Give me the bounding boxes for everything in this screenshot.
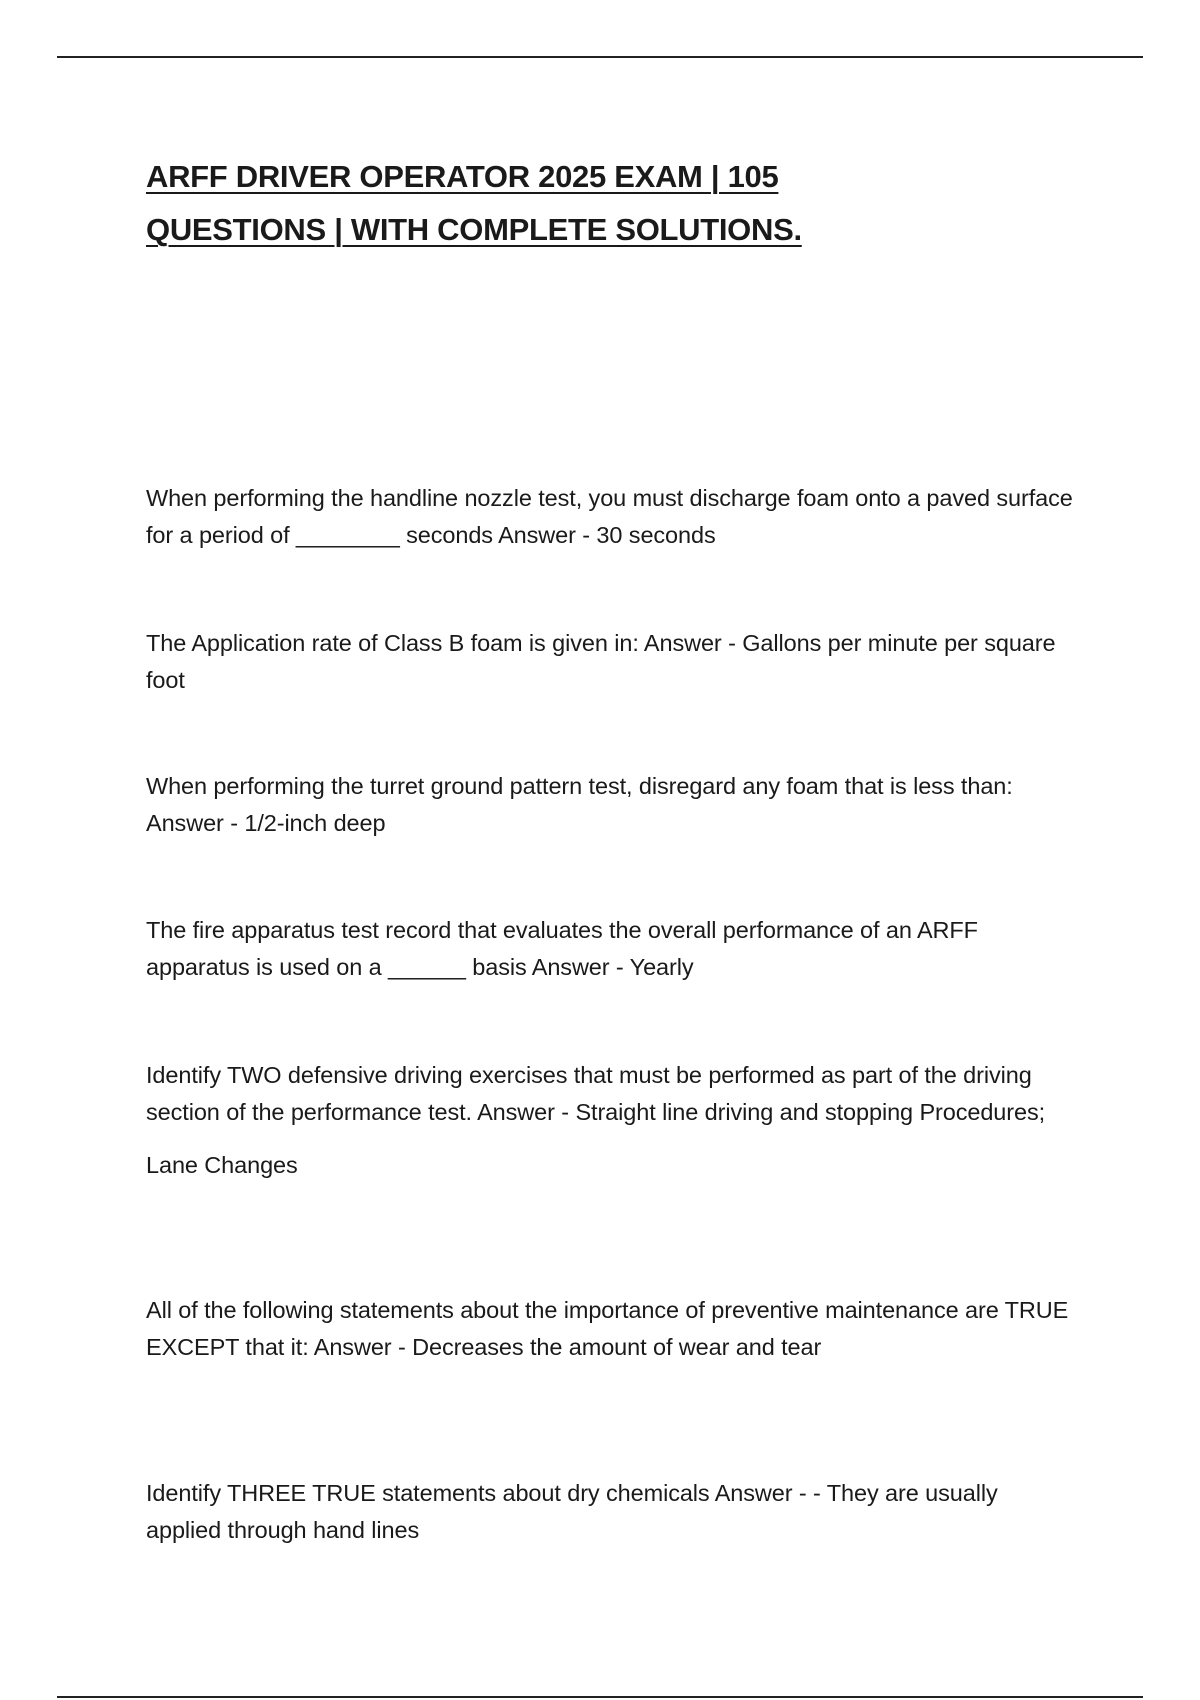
question-text: When performing the turret ground pattern test, disregard any foam that is less than: Answer - 1/2-inch deep bbox=[146, 773, 1013, 836]
question-text: Identify THREE TRUE statements about dry chemicals Answer - - They are usually applied through hand lines bbox=[146, 1480, 998, 1543]
question-item-5 bbox=[146, 1057, 1076, 1184]
question-item-7 bbox=[146, 1475, 1076, 1549]
question-text: Identify TWO defensive driving exercises that must be performed as part of the driving section of the performance test. Answer - Straight line driving and stopping Procedures; bbox=[146, 1062, 1046, 1125]
question-text: When performing the handline nozzle test, you must discharge foam onto a paved surface for a period of ________ seconds Answer - 30 seconds bbox=[146, 485, 1073, 548]
question-item-6 bbox=[146, 1292, 1076, 1366]
title-line-2: QUESTIONS | WITH COMPLETE SOLUTIONS. bbox=[146, 212, 802, 247]
question-text: The Application rate of Class B foam is given in: Answer - Gallons per minute per square foot bbox=[146, 630, 1056, 693]
title-line-1: ARFF DRIVER OPERATOR 2025 EXAM | 105 bbox=[146, 159, 779, 194]
question-item-4 bbox=[146, 912, 1076, 986]
question-item-3 bbox=[146, 768, 1076, 842]
question-text: The fire apparatus test record that evaluates the overall performance of an ARFF apparatus is used on a ______ basis Answer - Yearly bbox=[146, 917, 978, 980]
header-rule bbox=[57, 56, 1143, 58]
question-item-1 bbox=[146, 480, 1076, 554]
footer-rule bbox=[57, 1696, 1143, 1698]
question-text: All of the following statements about the importance of preventive maintenance are TRUE EXCEPT that it: Answer - Decreases the amount of wear and tear bbox=[146, 1297, 1069, 1360]
question-item-2 bbox=[146, 625, 1076, 699]
document-title bbox=[146, 150, 1046, 256]
answer-continuation: Lane Changes bbox=[146, 1152, 298, 1178]
